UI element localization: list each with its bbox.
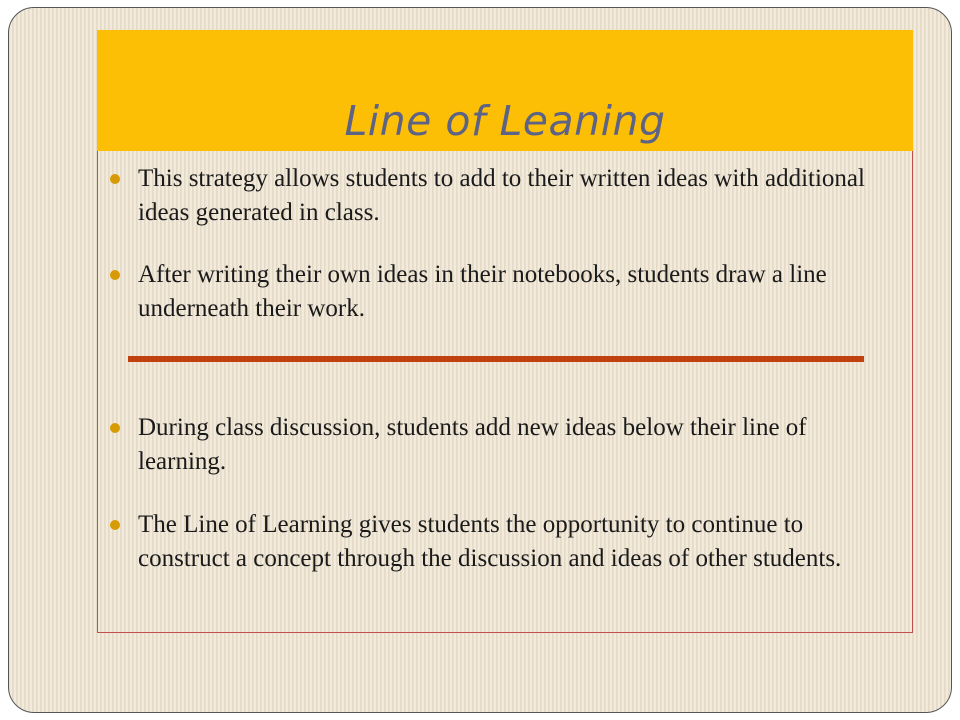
bullet-marker-icon [110, 520, 120, 530]
bullet-marker-icon [110, 270, 120, 280]
bullet-item [98, 508, 888, 576]
title-band [97, 30, 913, 151]
bullet-marker-icon [110, 174, 120, 184]
bullet-item [98, 162, 888, 230]
bullet-text: After writing their own ideas in their notebooks, students draw a line underneath their work. [138, 261, 827, 322]
bullet-item [98, 258, 888, 326]
slide-title: Line of Leaning [344, 97, 666, 145]
content-box [97, 151, 913, 633]
bullet-text: During class discussion, students add new ideas below their line of learning. [138, 414, 807, 475]
bullet-item [98, 411, 888, 479]
bullet-text: The Line of Learning gives students the opportunity to continue to construct a concept through the discussion and ideas of other students. [138, 511, 842, 572]
bullet-marker-icon [110, 423, 120, 433]
bullet-text: This strategy allows students to add to their written ideas with additional ideas generated in class. [138, 165, 865, 226]
slide [8, 7, 952, 713]
line-of-learning-divider [128, 356, 864, 362]
